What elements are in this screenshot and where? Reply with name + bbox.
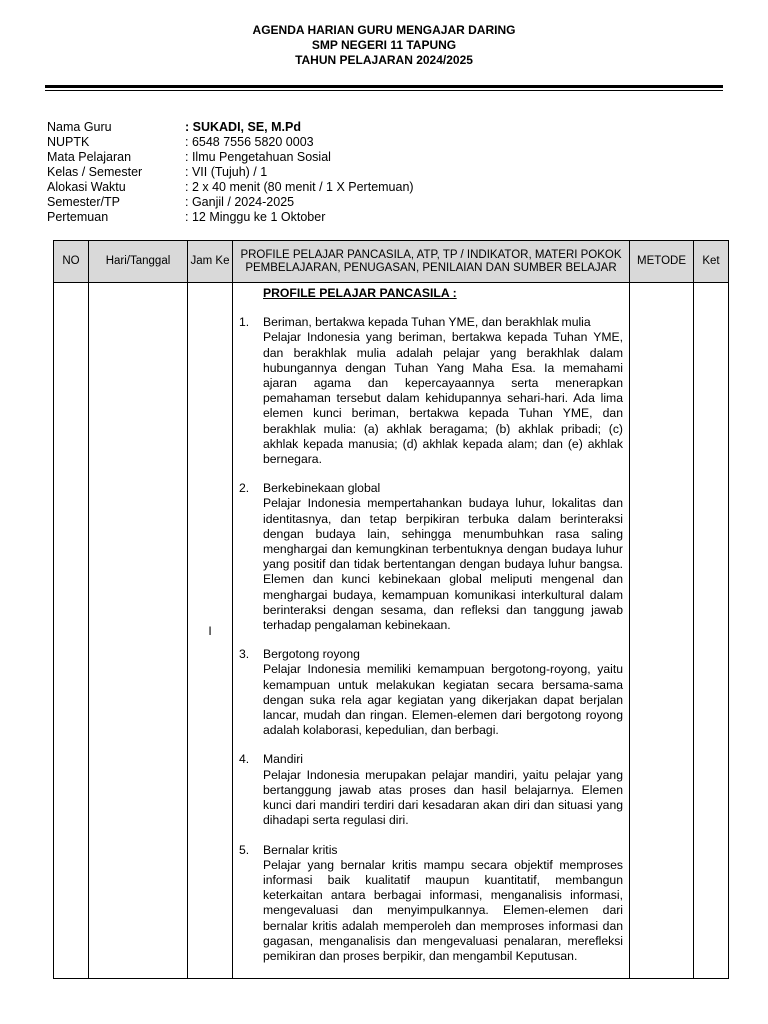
list-item (239, 843, 623, 965)
item-body (263, 843, 623, 965)
header-school: SMP NEGERI 11 TAPUNG (311, 38, 457, 52)
info-label: Mata Pelajaran (47, 150, 132, 164)
teacher-info (47, 120, 647, 225)
info-value: : SUKADI, SE, M.Pd (185, 120, 301, 134)
info-label: Nama Guru (47, 120, 112, 134)
column-header-jam-ke: Jam Ke (188, 241, 233, 283)
item-title: Mandiri (263, 752, 303, 767)
info-row-nama-guru (47, 120, 647, 135)
section-title-colon: : (449, 286, 457, 300)
item-description: Pelajar Indonesia merupakan pelajar mandiri, yaitu pelajar yang bertanggung jawab atas proses dan hasil belajarnya. Elemen kunci dari mandiri terdiri dari kesadaran akan diri dan situasi yang dihadapi serta regulasi diri. (263, 767, 623, 828)
list-item (239, 752, 623, 828)
column-header-hari-tanggal: Hari/Tanggal (89, 241, 188, 283)
cell-no (54, 283, 89, 979)
item-number: 2. (239, 481, 250, 496)
item-body (263, 752, 623, 828)
item-number: 5. (239, 842, 250, 857)
list-item (239, 481, 623, 633)
header-rule-thin (45, 90, 723, 91)
info-value: : Ilmu Pengetahuan Sosial (185, 150, 331, 164)
header-rule-thick (45, 85, 723, 88)
item-body (263, 315, 623, 467)
item-number: 1. (239, 315, 250, 330)
cell-profile-content (233, 283, 630, 979)
info-row-nuptk (47, 135, 647, 150)
item-description: Pelajar Indonesia memiliki kemampuan bergotong-royong, yaitu kemampuan untuk melakukan kegiatan secara bersama-sama dengan suka rela agar kegiatan yang dikerjakan dapat berjalan lancar, mudah dan ringan. Elemen-elemen dari bergotong royong adalah kolaborasi, kepedulian, dan berbagi. (263, 662, 623, 738)
info-row-alokasi-waktu (47, 180, 647, 195)
info-row-kelas-semester (47, 165, 647, 180)
section-title (263, 286, 623, 301)
item-number: 3. (239, 647, 250, 662)
info-value: : 12 Minggu ke 1 Oktober (185, 210, 326, 224)
info-row-mata-pelajaran (47, 150, 647, 165)
item-title: Bergotong royong (263, 647, 360, 662)
list-item (239, 315, 623, 467)
info-row-semester-tp (47, 195, 647, 210)
info-label: NUPTK (47, 135, 90, 149)
cell-metode (630, 283, 694, 979)
info-value: : Ganjil / 2024-2025 (185, 195, 295, 209)
profile-content (233, 283, 629, 964)
column-header-profile: PROFILE PELAJAR PANCASILA, ATP, TP / INDIKATOR, MATERI POKOK PEMBELAJARAN, PENUGASAN, PENILAIAN DAN SUMBER BELAJAR (233, 241, 630, 283)
column-header-no: NO (54, 241, 89, 283)
column-header-metode: METODE (630, 241, 694, 283)
list-item (239, 647, 623, 738)
info-row-pertemuan (47, 210, 647, 225)
document-header (0, 23, 768, 68)
info-label: Semester/TP (47, 195, 120, 209)
item-body (263, 647, 623, 738)
agenda-table (53, 240, 729, 979)
item-description: Pelajar yang bernalar kritis mampu secara objektif memproses informasi baik kualitatif maupun kuantitatif, membangun keterkaitan antara berbagai informasi, menganalisis informasi, mengevaluasi dan menyimpulkannya. Elemen-elemen dari bernalar kritis adalah memperoleh dan memproses informasi dan gagasan, menganalisis dan mengevaluasi penalaran, merefleksi pemikiran dan proses berpikir, dan mengambil Keputusan. (263, 857, 623, 963)
item-description: Pelajar Indonesia mempertahankan budaya luhur, lokalitas dan identitasnya, dan tetap berpikiran terbuka dalam berinteraksi dengan budaya lain, sehingga menumbuhkan rasa saling menghargai dan kemungkinan terbentuknya dengan budaya luhur yang positif dan tidak bertentangan dengan budaya luhur bangsa. Elemen dan kunci kebinekaan global meliputi mengenal dan menghargai budaya, kemampuan komunikasi interkultural dalam berinteraksi dengan sesama, dan refleksi dan tanggung jawab terhadap pengalaman kebinekaan. (263, 496, 623, 633)
item-title: Bernalar kritis (263, 842, 338, 857)
header-title: AGENDA HARIAN GURU MENGAJAR DARING (252, 23, 516, 37)
column-header-ket: Ket (694, 241, 729, 283)
item-body (263, 481, 623, 633)
section-title-text: PROFILE PELAJAR PANCASILA (263, 286, 450, 300)
info-value: : 6548 7556 5820 0003 (185, 135, 314, 149)
table-row (54, 283, 729, 979)
info-label: Alokasi Waktu (47, 180, 126, 194)
cell-ket (694, 283, 729, 979)
item-title: Beriman, bertakwa kepada Tuhan YME, dan berakhlak mulia (263, 315, 591, 330)
header-year: TAHUN PELAJARAN 2024/2025 (295, 53, 473, 67)
item-description: Pelajar Indonesia yang beriman, bertakwa kepada Tuhan YME, dan berakhlak mulia adalah pelajar yang berakhlak dalam hubungannya dengan Tuhan Yang Maha Esa. Ia memahami ajaran agama dan kepercayaannya serta menerapkan pemahaman tersebut dalam kehidupannya sehari-hari. Ada lima elemen kunci beriman, bertakwa kepada Tuhan YME, dan berakhlak mulia: (a) akhlak beragama; (b) akhlak pribadi; (c) akhlak kepada manusia; (d) akhlak kepada alam; dan (e) akhlak bernegara. (263, 330, 623, 467)
item-number: 4. (239, 752, 250, 767)
info-label: Kelas / Semester (47, 165, 143, 179)
info-label: Pertemuan (47, 210, 109, 224)
item-title: Berkebinekaan global (263, 481, 381, 496)
info-value: : VII (Tujuh) / 1 (185, 165, 268, 179)
cell-jam-ke: I (188, 283, 233, 979)
table-header-row (54, 241, 729, 283)
info-value: : 2 x 40 menit (80 menit / 1 X Pertemuan) (185, 180, 414, 194)
cell-hari-tanggal (89, 283, 188, 979)
